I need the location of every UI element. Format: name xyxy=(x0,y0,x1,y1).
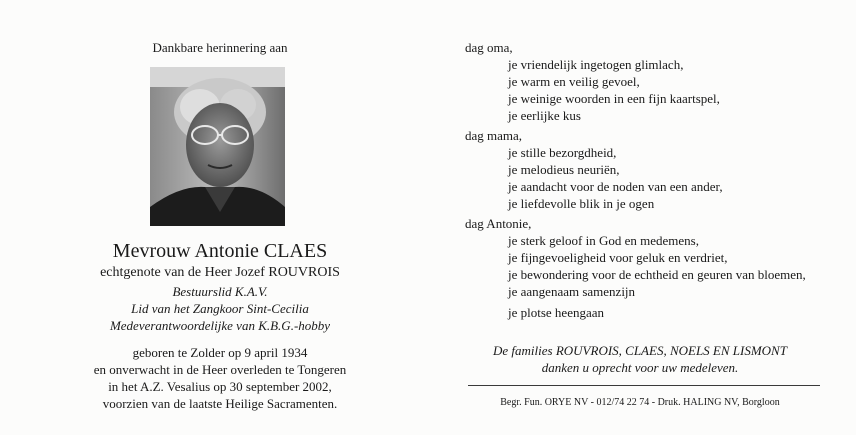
verse-line: je vriendelijk ingetogen glimlach, xyxy=(508,57,684,72)
stanza-heading: dag oma, xyxy=(465,40,513,55)
verse-line: je aandacht voor de noden van een ander, xyxy=(508,179,723,194)
portrait-photo xyxy=(150,67,285,226)
divider-line xyxy=(468,385,820,386)
role-line: Medeverantwoordelijke van K.B.G.-hobby xyxy=(109,318,331,333)
spouse-line: echtgenote van de Heer Jozef ROUVROIS xyxy=(100,265,340,280)
deceased-name: Mevrouw Antonie CLAES xyxy=(112,240,328,262)
verse-line: je liefdevolle blik in je ogen xyxy=(508,196,655,211)
role-line: Lid van het Zangkoor Sint-Cecilia xyxy=(131,301,309,316)
verse-line: je eerlijke kus xyxy=(508,108,581,123)
verse-line: je bewondering voor de echtheid en geuren van bloemen, xyxy=(508,267,806,282)
verse-line: je aangenaam samenzijn xyxy=(508,284,636,299)
birth-death-line: in het A.Z. Vesalius op 30 september 2002, xyxy=(108,379,332,394)
intro-text: Dankbare herinnering aan xyxy=(152,40,288,55)
stanza-heading: dag mama, xyxy=(465,128,523,143)
role-line: Bestuurslid K.A.V. xyxy=(172,284,268,299)
verse-line: je stille bezorgdheid, xyxy=(508,145,617,160)
birth-death-line: geboren te Zolder op 9 april 1934 xyxy=(132,345,308,360)
birth-death-line: voorzien van de laatste Heilige Sacramenten. xyxy=(102,396,338,411)
verse-line: je warm en veilig gevoel, xyxy=(508,74,640,89)
birth-death-line: en onverwacht in de Heer overleden te Tongeren xyxy=(93,362,347,377)
thanks-text: danken u oprecht voor uw medeleven. xyxy=(541,360,739,375)
printer-credit: Begr. Fun. ORYE NV - 012/74 22 74 - Druk. HALING NV, Borgloon xyxy=(500,397,780,408)
verse-line: je sterk geloof in God en medemens, xyxy=(508,233,699,248)
verse-line: je melodieus neuriën, xyxy=(508,162,620,177)
stanza-heading: dag Antonie, xyxy=(465,216,532,231)
thanks-families: De families ROUVROIS, CLAES, NOELS EN LISMONT xyxy=(493,343,787,358)
verse-line: je fijngevoeligheid voor geluk en verdriet, xyxy=(508,250,728,265)
closing-line: je plotse heengaan xyxy=(508,305,605,320)
verse-line: je weinige woorden in een fijn kaartspel, xyxy=(508,91,720,106)
